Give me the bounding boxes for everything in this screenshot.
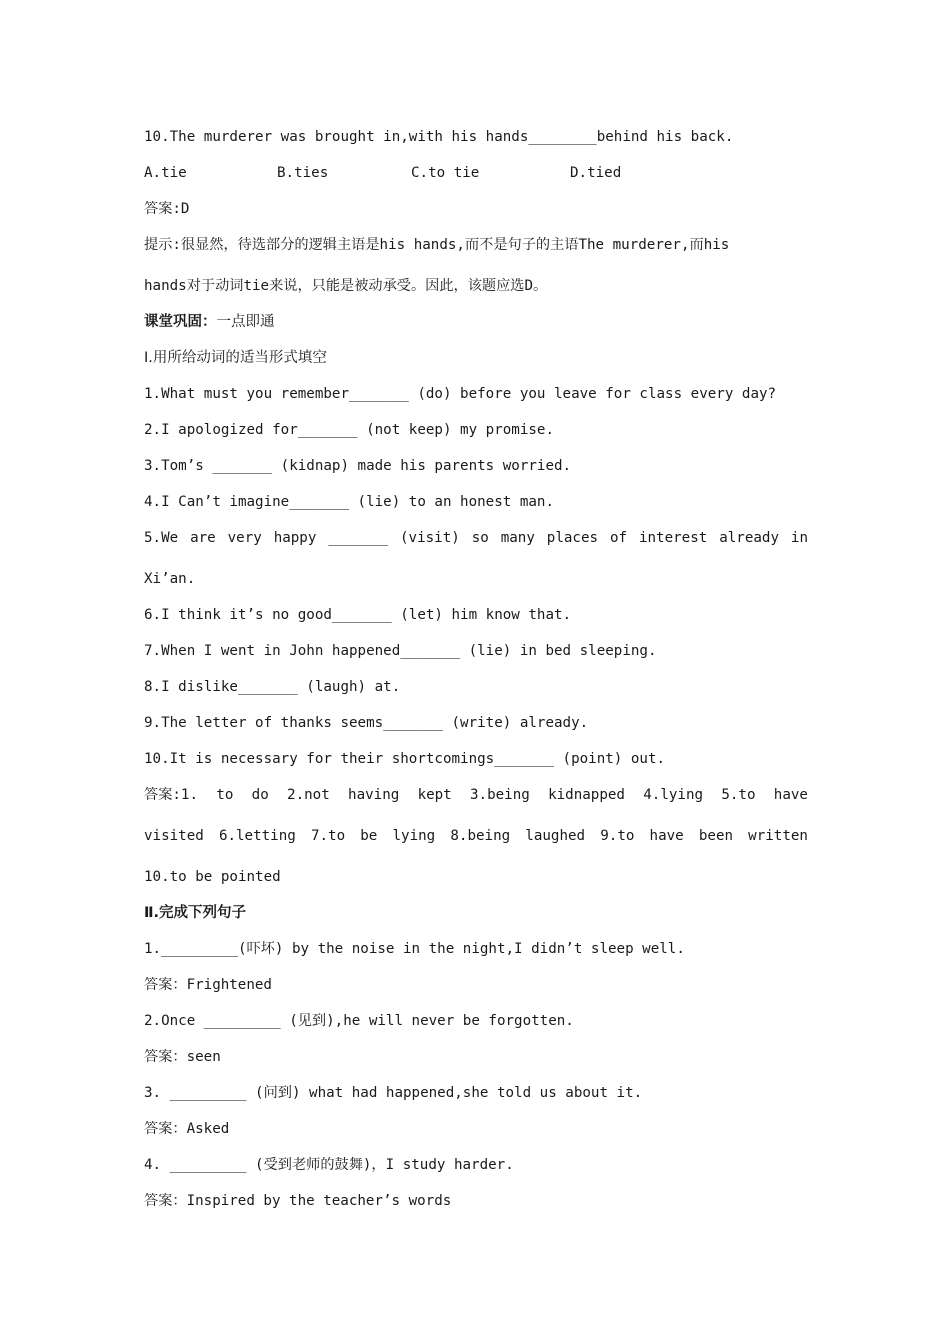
section-1-item: 7.When I went in John happened_______ (lie) in bed sleeping. [144,643,657,659]
answer-token: 2.not [287,787,330,803]
section-1-item: 8.I dislike_______ (laugh) at. [144,679,401,695]
section-2-answer: 答案：Inspired by the teacher’s words [144,1193,452,1209]
option-c: C.to tie [411,165,480,181]
section-1-item: 4.I Can’t imagine_______ (lie) to an honest man. [144,494,554,510]
section-1-item-5-word: so [471,530,489,546]
answer-token: lying [392,828,436,844]
answer-token: 6.letting [218,828,296,844]
section-2-question: 2.Once _________ (见到),he will never be forgotten. [144,1013,574,1029]
section-1-item: 1.What must you remember_______ (do) before you leave for class every day? [144,386,777,402]
section-1-item-5-word: happy [273,530,317,546]
answer-token: do [251,787,269,803]
section-1-item-5-word: (visit) [400,530,460,546]
consolidation-subtitle: 一点即通 [216,314,275,330]
answer-token: 7.to [310,828,346,844]
section-1-title: Ⅰ.用所给动词的适当形式填空 [144,350,327,366]
section-1-answer-line2 [144,826,808,846]
section-1-item: 9.The letter of thanks seems_______ (write) already. [144,715,589,731]
section-1-item-5-word: of [609,530,628,546]
answer-token: 5.to [721,787,756,803]
answer-token: have [773,787,808,803]
question-10-hint-line2: hands对于动词tie来说，只能是被动承受。因此，该题应选D。 [144,278,548,294]
answer-token: 4.lying [643,787,704,803]
answer-token: to [216,787,234,803]
answer-token: been [698,828,734,844]
consolidation-title: 课堂巩固： [144,314,217,330]
section-1-item-5-cont: Xi’an. [144,571,196,587]
answer-token: 9.to [600,828,635,844]
question-10-options [144,163,808,283]
question-10-answer: 答案:D [144,201,190,217]
section-2-question: 3. _________ (问到) what had happened,she told us about it. [144,1085,643,1101]
answer-token: visited [144,828,204,844]
option-a: A.tie [144,165,187,181]
answer-token: 3.being [470,787,530,803]
section-1-item: 6.I think it’s no good_______ (let) him know that. [144,607,572,623]
consolidation-heading [144,312,808,332]
answer-token: written [748,828,808,844]
section-1-item-5-word: places [546,530,599,546]
answer-token: have [649,828,684,844]
section-2-question: 4. _________ (受到老师的鼓舞)，I study harder. [144,1157,514,1173]
section-1-item: 2.I apologized for_______ (not keep) my promise. [144,422,554,438]
section-1-item-5-word: many [500,530,535,546]
answer-token: be [360,828,378,844]
section-1-item-5-word: _______ [328,530,389,546]
option-d: D.tied [570,165,622,181]
answer-token: kidnapped [548,787,625,803]
answer-token: having [348,787,400,803]
question-10: 10.The murderer was brought in,with his hands________behind his back. [144,129,734,145]
section-1-item-5 [144,528,808,548]
section-2-answer: 答案：Asked [144,1121,230,1137]
question-10-hint-line1: 提示:很显然，待选部分的逻辑主语是his hands,而不是句子的主语The murderer,而his [144,237,730,253]
answer-token: laughed [525,828,586,844]
answer-token: 答案:1. [144,787,198,803]
section-2-title: Ⅱ.完成下列句子 [144,905,247,921]
section-1-answer-line3: 10.to be pointed [144,869,281,885]
section-1-item-5-word: 5.We [144,530,179,546]
section-1-answer-line1 [144,785,808,805]
section-1-item-5-word: are [190,530,216,546]
section-1-item: 3.Tom’s _______ (kidnap) made his parents worried. [144,458,572,474]
section-1-item-5-word: already [719,530,779,546]
section-2-answer: 答案：Frightened [144,977,272,993]
section-2-question: 1._________(吓坏) by the noise in the night,I didn’t sleep well. [144,941,685,957]
option-b: B.ties [277,165,329,181]
answer-token: 8.being [450,828,511,844]
section-1-item-5-word: in [790,530,808,546]
section-2-answer: 答案：seen [144,1049,221,1065]
section-1-item-5-word: very [227,530,262,546]
section-1-item: 10.It is necessary for their shortcomings_______ (point) out. [144,751,666,767]
section-1-item-5-word: interest [638,530,708,546]
answer-token: kept [417,787,452,803]
